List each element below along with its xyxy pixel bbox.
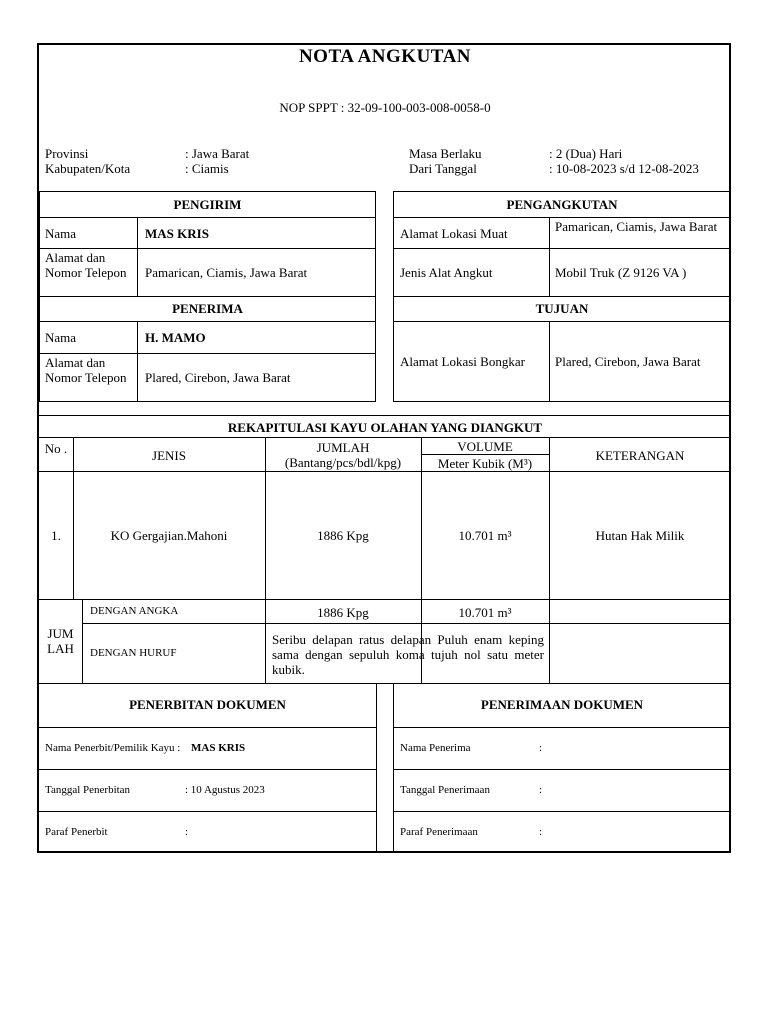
row-1-volume: 10.701 m³ <box>458 528 512 543</box>
paraf-penerimaan-value: : <box>539 826 543 838</box>
jenis-alat-angkut-label: Jenis Alat Angkut <box>400 265 493 280</box>
divider <box>421 454 549 455</box>
divider <box>39 248 376 249</box>
provinsi-value: : Jawa Barat <box>185 146 250 161</box>
col-no-header: No . <box>44 441 68 456</box>
penerbit-nama-value: MAS KRIS <box>191 742 246 754</box>
document-title: NOTA ANGKUTAN <box>298 46 472 67</box>
kabupaten-label: Kabupaten/Kota <box>45 161 131 176</box>
divider <box>393 811 731 812</box>
divider <box>82 623 731 624</box>
dengan-angka-label: DENGAN ANGKA <box>90 605 179 617</box>
tanggal-penerimaan-label: Tanggal Penerimaan <box>400 784 490 796</box>
nama-penerima-label: Nama Penerima <box>400 742 471 754</box>
lokasi-muat-label: Alamat Lokasi Muat <box>400 226 508 241</box>
masa-berlaku-label: Masa Berlaku <box>409 146 482 161</box>
col-keterangan-header: KETERANGAN <box>595 448 685 463</box>
divider <box>393 296 731 297</box>
penerima-heading: PENERIMA <box>172 301 243 316</box>
dengan-angka-jumlah: 1886 Kpg <box>317 605 369 620</box>
penerimaan-heading: PENERIMAAN DOKUMEN <box>480 697 644 712</box>
col-jumlah-subheader: (Bantang/pcs/bdl/kpg) <box>284 455 402 470</box>
divider <box>549 217 550 296</box>
dengan-angka-volume: 10.701 m³ <box>458 605 512 620</box>
paraf-penerbit-value: : <box>185 826 189 838</box>
divider <box>39 599 731 600</box>
divider <box>39 415 731 416</box>
tujuan-heading: TUJUAN <box>535 301 589 316</box>
lokasi-bongkar-value: Plared, Cirebon, Jawa Barat <box>555 354 701 369</box>
paraf-penerbit-label: Paraf Penerbit <box>45 826 108 838</box>
divider <box>393 727 731 728</box>
pengirim-alamat-label: Alamat dan Nomor Telepon <box>45 250 127 280</box>
divider <box>376 683 377 853</box>
divider <box>393 217 731 218</box>
divider <box>39 437 731 438</box>
divider <box>393 321 731 322</box>
divider <box>393 248 731 249</box>
divider <box>549 321 550 402</box>
lokasi-bongkar-label: Alamat Lokasi Bongkar <box>400 354 525 369</box>
dari-tanggal-value: : 10-08-2023 s/d 12-08-2023 <box>549 161 699 176</box>
divider <box>137 217 138 296</box>
penerbitan-heading: PENERBITAN DOKUMEN <box>129 697 286 712</box>
penerima-alamat-label: Alamat dan Nomor Telepon <box>45 355 127 385</box>
tanggal-penerbitan-value: : 10 Agustus 2023 <box>185 784 265 796</box>
penerbit-nama-label: Nama Penerbit/Pemilik Kayu : <box>45 742 181 754</box>
provinsi-label: Provinsi <box>45 146 89 161</box>
kabupaten-value: : Ciamis <box>185 161 229 176</box>
divider <box>39 471 731 472</box>
nota-angkutan-document <box>37 43 731 853</box>
row-1-no: 1. <box>51 528 61 543</box>
penerima-nama-value: H. MAMO <box>145 330 206 345</box>
pengirim-nama-value: MAS KRIS <box>145 226 209 241</box>
nama-penerima-value: : <box>539 742 543 754</box>
col-jumlah-header: JUMLAH <box>316 440 370 455</box>
penerima-alamat-value: Plared, Cirebon, Jawa Barat <box>145 370 291 385</box>
divider <box>137 321 138 402</box>
row-1-jumlah: 1886 Kpg <box>317 528 369 543</box>
row-1-keterangan: Hutan Hak Milik <box>595 528 685 543</box>
col-volume-header: VOLUME <box>457 439 513 454</box>
divider <box>39 353 376 354</box>
divider <box>39 321 376 322</box>
row-1-jenis: KO Gergajian.Mahoni <box>110 528 228 543</box>
divider <box>393 769 731 770</box>
col-volume-subheader: Meter Kubik (M³) <box>437 456 533 471</box>
dengan-huruf-value: Seribu delapan ratus delapan Puluh enam keping sama dengan sepuluh koma tujuh nol satu meter kubik. <box>272 632 544 677</box>
tanggal-penerbitan-label: Tanggal Penerbitan <box>45 784 131 796</box>
divider <box>39 296 376 297</box>
paraf-penerimaan-label: Paraf Penerimaan <box>400 826 478 838</box>
pengirim-alamat-value: Pamarican, Ciamis, Jawa Barat <box>145 265 308 280</box>
masa-berlaku-value: : 2 (Dua) Hari <box>549 146 623 161</box>
divider <box>39 683 731 684</box>
col-jenis-header: JENIS <box>152 448 186 463</box>
divider <box>39 811 376 812</box>
jumlah-total-label: JUM LAH <box>47 626 74 656</box>
divider <box>549 437 550 683</box>
pengangkutan-heading: PENGANGKUTAN <box>506 197 618 212</box>
dari-tanggal-label: Dari Tanggal <box>409 161 477 176</box>
jenis-alat-angkut-value: Mobil Truk (Z 9126 VA ) <box>555 265 687 280</box>
dengan-huruf-label: DENGAN HURUF <box>90 647 177 659</box>
divider <box>39 769 376 770</box>
nop-sppt: NOP SPPT : 32-09-100-003-008-0058-0 <box>279 100 491 115</box>
divider <box>82 599 83 683</box>
divider <box>39 217 376 218</box>
lokasi-muat-value: Pamarican, Ciamis, Jawa Barat <box>555 219 718 234</box>
rekap-heading: REKAPITULASI KAYU OLAHAN YANG DIANGKUT <box>227 420 543 435</box>
divider <box>39 727 376 728</box>
pengirim-heading: PENGIRIM <box>173 197 242 212</box>
penerima-nama-label: Nama <box>45 330 77 345</box>
tanggal-penerimaan-value: : <box>539 784 543 796</box>
divider <box>265 437 266 683</box>
pengirim-nama-label: Nama <box>45 226 77 241</box>
